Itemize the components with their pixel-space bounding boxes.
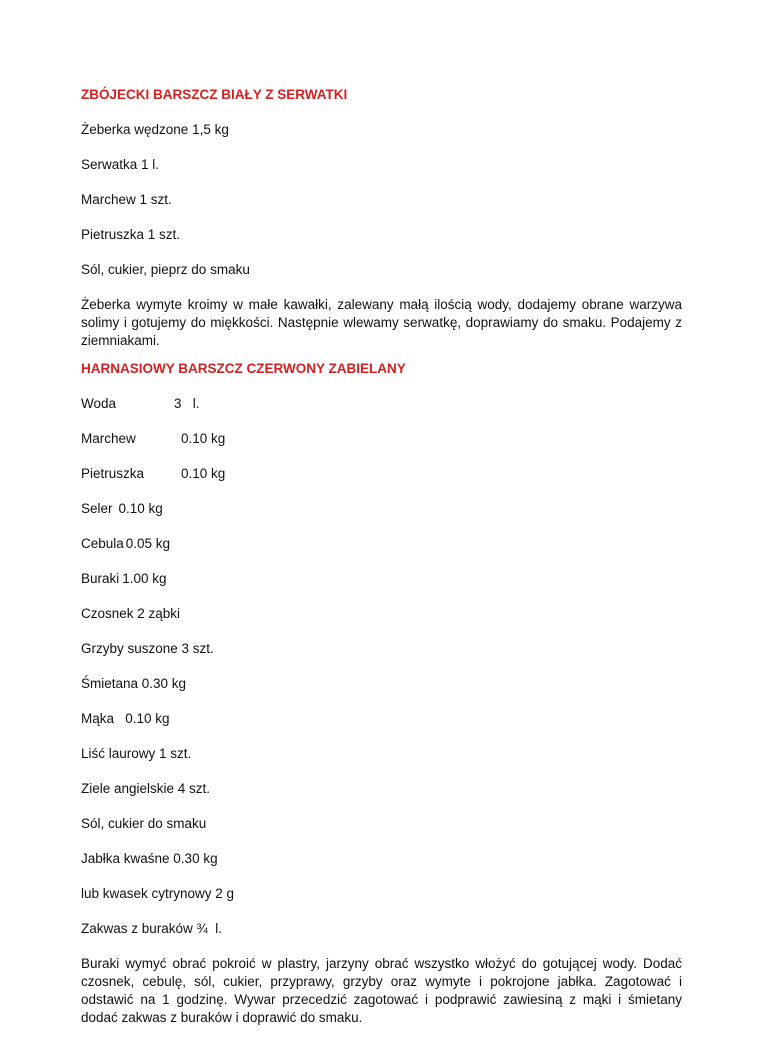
recipe2-ingredient: Ziele angielskie 4 szt. [81,781,211,796]
ingredient-name: Pietruszka [81,466,145,481]
recipe2-ingredient-row [81,395,682,413]
recipe2-ingredient-row [81,535,682,553]
recipe1-ingredient: Marchew 1 szt. [81,192,172,207]
recipe2-ingredient: Śmietana 0.30 kg [81,676,187,691]
recipe2-ingredient: Grzyby suszone 3 szt. [81,641,214,656]
recipe1-ingredient: Żeberka wędzone 1,5 kg [81,122,229,137]
recipe2-ingredient: Czosnek 2 ząbki [81,606,181,621]
recipe2-ingredient: Sól, cukier do smaku [81,816,207,831]
ingredient-qty: 0.10 kg [181,466,226,481]
recipe1-ingredient: Sól, cukier, pieprz do smaku [81,262,250,277]
recipe2-ingredient: Mąka 0.10 kg [81,711,170,726]
recipe2-ingredient-row [81,430,682,448]
recipe1-instructions: Żeberka wymyte kroimy w małe kawałki, zalewany małą ilością wody, dodajemy obrane warzywa solimy i gotujemy do miękkości. Następnie wlewamy serwatkę, doprawiamy do smaku. Podajemy z ziemniakami. [81,297,682,348]
recipe2-ingredient-row [81,500,682,518]
recipe2-title: HARNASIOWY BARSZCZ CZERWONY ZABIELANY [81,361,406,376]
ingredient-qty: 0.05 kg [125,536,171,551]
ingredient-name: Seler [81,501,113,516]
recipe2-ingredient: Liść laurowy 1 szt. [81,746,192,761]
recipe1-ingredient: Serwatka 1 l. [81,157,160,172]
recipe2-instructions: Buraki wymyć obrać pokroić w plastry, jarzyny obrać wszystko włożyć do gotującej wody. Dodać czosnek, cebulę, sól, cukier, przyprawy, grzyby oraz wymyte i pokrojone jabłka. Zagotować i odstawić na 1 godzinę. Wywar przecedzić zagotować i podprawić zawiesiną z mąki i śmietany dodać zakwas z buraków i doprawić do smaku. [81,956,682,1025]
ingredient-name: Cebula [81,536,124,551]
ingredient-qty: 0.10 kg [118,501,163,516]
recipe2-ingredient-row [81,570,682,588]
recipe2-ingredient: lub kwasek cytrynowy 2 g [81,886,235,901]
ingredient-name: Marchew [81,431,136,446]
ingredient-qty: 1.00 kg [122,571,167,586]
document-page [81,86,682,1037]
ingredient-qty: 3 l. [174,396,200,411]
ingredient-name: Woda [81,396,117,411]
recipe1-ingredient: Pietruszka 1 szt. [81,227,181,242]
recipe2-ingredient-row [81,465,682,483]
ingredient-name: Buraki [81,571,120,586]
recipe2-ingredient: Jabłka kwaśne 0.30 kg [81,851,218,866]
recipe2-ingredient: Zakwas z buraków ¾ l. [81,921,223,936]
ingredient-qty: 0.10 kg [181,431,226,446]
recipe1-title: ZBÓJECKI BARSZCZ BIAŁY Z SERWATKI [81,87,348,102]
